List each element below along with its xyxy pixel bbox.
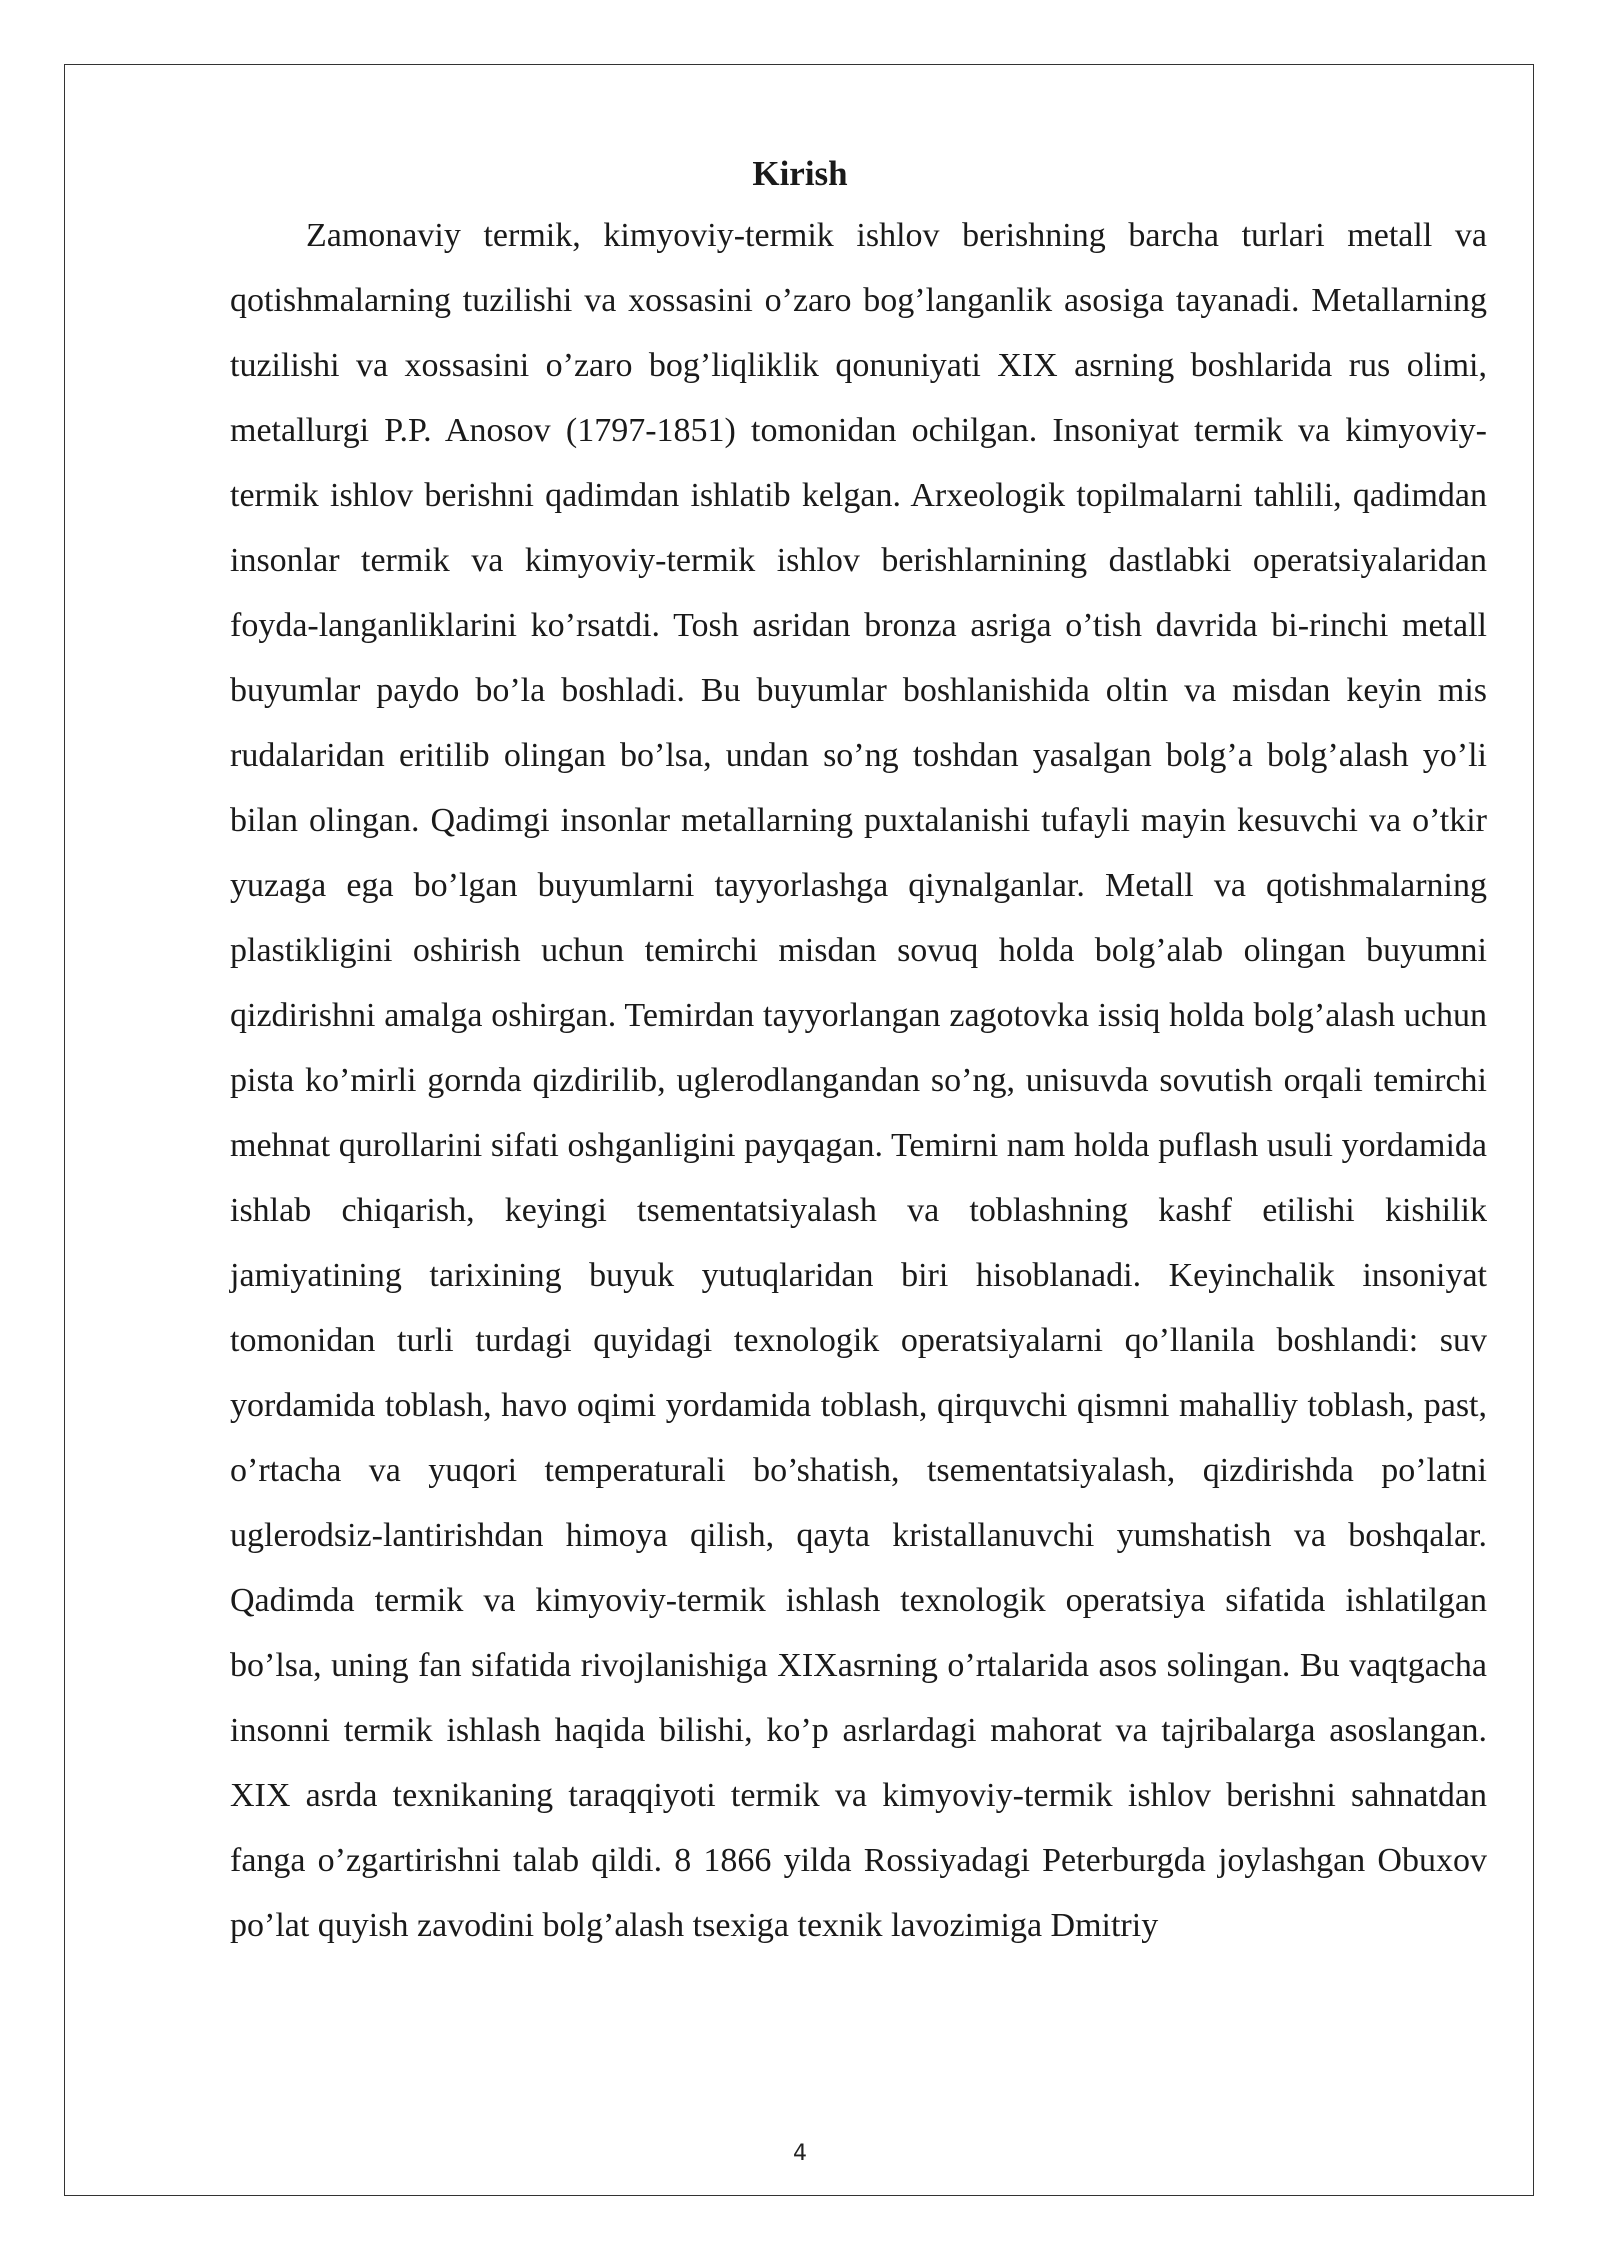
body-paragraph: Zamonaviy termik, kimyoviy-termik ishlov berishning barcha turlari metall va qotishmalarning tuzilishi va xossasini o’zaro bog’langanlik asosiga tayanadi. Metallarning tuzilishi va xossasini o’zaro bog’liqliklik qonuniyati XIX asrning boshlarida rus olimi, metallurgi P.P. Anosov (1797-1851) tomonidan ochilgan. Insoniyat termik va kimyoviy-termik ishlov berishni qadimdan ishlatib kelgan. Arxeologik topilmalarni tahlili, qadimdan insonlar termik va kimyoviy-termik ishlov berishlarnining dastlabki operatsiyalaridan foyda-langanliklarini ko’rsatdi. Tosh asridan bronza asriga o’tish davrida bi-rinchi metall buyumlar paydo bo’la boshladi. Bu buyumlar boshlanishida oltin va misdan keyin mis rudalaridan eritilib olingan bo’lsa, undan so’ng toshdan yasalgan bolg’a bolg’alash yo’li bilan olingan. Qadimgi insonlar metallarning puxtalanishi tufayli mayin kesuvchi va o’tkir yuzaga ega bo’lgan buyumlarni tayyorlashga qiynalganlar. Metall va qotishmalarning plastikligini oshirish uchun temirchi misdan sovuq holda bolg’alab olingan buyumni qizdirishni amalga oshirgan. Temirdan tayyorlangan zagotovka issiq holda bolg’alash uchun pista ko’mirli gornda qizdirilib, uglerodlangandan so’ng, unisuvda sovutish orqali temirchi mehnat qurollarini sifati oshganligini payqagan. Temirni nam holda puflash usuli yordamida ishlab chiqarish, keyingi tsementatsiyalash va toblashning kashf etilishi kishilik jamiyatining tarixining buyuk yutuqlaridan biri hisoblanadi. Keyinchalik insoniyat tomonidan turli turdagi quyidagi texnologik operatsiyalarni qo’llanila boshlandi: suv yordamida toblash, havo oqimi yordamida toblash, qirquvchi qismni mahalliy toblash, past, o’rtacha va yuqori temperaturali bo’shatish, tsementatsiyalash, qizdirishda po’latni uglerodsiz-lantirishdan himoya qilish, qayta kristallanuvchi yumshatish va boshqalar. Qadimda termik va kimyoviy-termik ishlash texnologik operatsiya sifatida ishlatilgan bo’lsa, uning fan sifatida rivojlanishiga XIXasrning o’rtalarida asos solingan. Bu vaqtgacha insonni termik ishlash haqida bilishi, ko’p asrlardagi mahorat va tajribalarga asoslangan. XIX asrda texnikaning taraqqiyoti termik va kimyoviy-termik ishlov berishni sahnatdan fanga o’zgartirishni talab qildi. 8 1866 yilda Rossiyadagi Peterburgda joylashgan Obuxov po’lat quyish zavodini bolg’alash tsexiga texnik lavozimiga Dmitriy [230, 217, 1487, 1944]
page-title: Kirish [752, 154, 848, 193]
page-number: 4 [793, 2141, 807, 2166]
